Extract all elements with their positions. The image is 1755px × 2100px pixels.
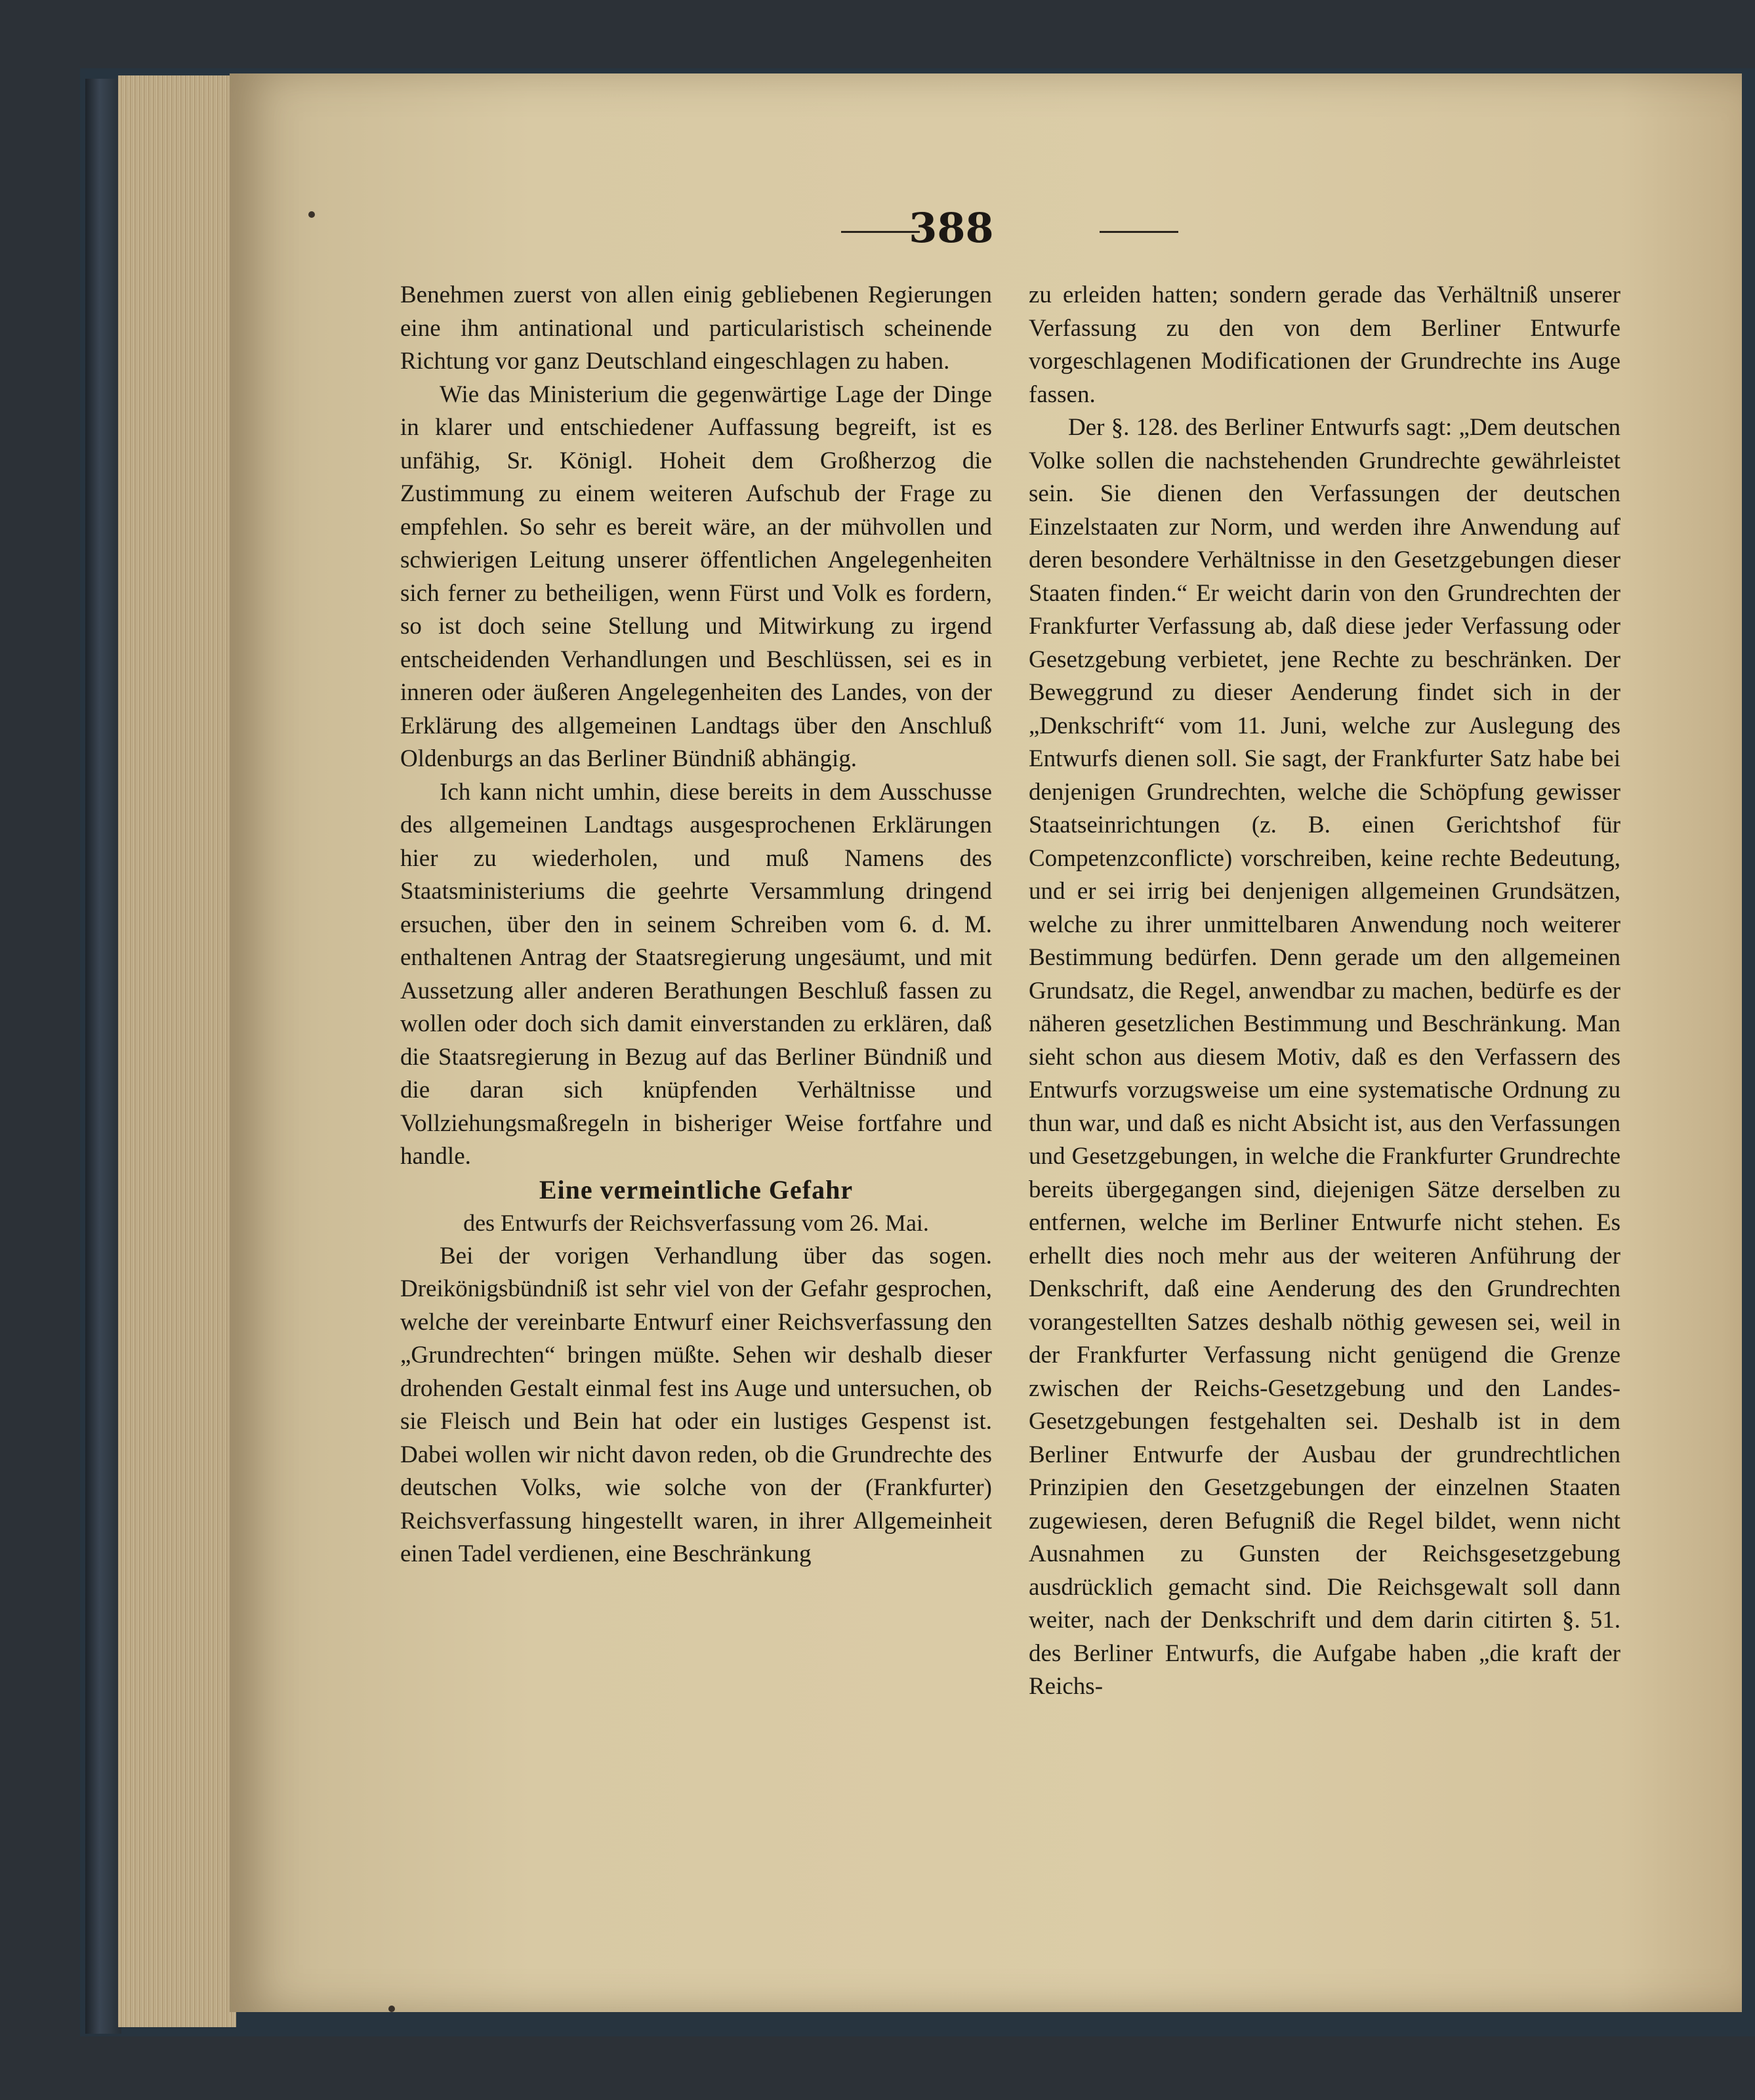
page-edges (118, 75, 236, 2027)
page-number: 388 (909, 204, 994, 252)
left-paragraph: Benehmen zuerst von allen einig gebliebenen Regierungen eine ihm antinational und particularistisch scheinende Richtung vor ganz Deutschland eingeschlagen zu haben. (400, 281, 992, 375)
section-subheading: des Entwurfs der Reichsverfassung vom 26. Mai. (463, 1210, 929, 1236)
page-speck (388, 2006, 395, 2012)
left-paragraph: Wie das Ministerium die gegenwärtige Lage der Dinge in klarer und entschiedener Auffassung begreift, ist es unfähig, Sr. Königl. Hoheit dem Großherzog die Zustimmung zu einem weiteren Aufschub der Frage zu empfehlen. So sehr es bereit wäre, an der mühvollen und schwierigen Leitung unserer öffentlichen Angelegenheiten sich ferner zu betheiligen, wenn Fürst und Volk es fordern, so ist doch seine Stellung und Mitwirkung zu irgend entscheidenden Verhandlungen und Beschlüssen, sei es in inneren oder äußeren Angelegenheiten des Landes, von der Erklärung des allgemeinen Landtags über den Anschluß Oldenburgs an das Berliner Bündniß abhängig. (400, 381, 992, 772)
right-column (1029, 279, 1621, 1704)
right-paragraph: Der §. 128. des Berliner Entwurfs sagt: „Dem deutschen Volke sollen die nachstehenden Grundrechte gewährleistet sein. Sie dienen den Verfassungen der deutschen Einzelstaaten zur Norm, und werden ihre Anwendung auf deren besondere Verhältnisse in den Gesetzgebungen dieser Staaten finden.“ Er weicht darin von den Grundrechten der Frankfurter Verfassung ab, daß diese jeder Verfassung oder Gesetzgebung verbietet, jene Rechte zu beschränken. Der Beweggrund zu dieser Aenderung findet sich in der „Denkschrift“ vom 11. Juni, welche zur Auslegung des Entwurfs dienen soll. Sie sagt, der Frankfurter Satz habe bei denjenigen Grundrechten, welche die Schöpfung gewisser Staatseinrichtungen (z. B. einen Gerichtshof für Competenzconflicte) vorschreiben, keine rechte Bedeutung, und er sei irrig bei denjenigen allgemeinen Grundsätzen, welche zu ihrer unmittelbaren Anwendung noch weiterer Bestimmung bedürfen. Denn gerade um den allgemeinen Grundsatz, die Regel, anwendbar zu machen, bedürfe es der näheren gesetzlichen Bestimmung und Beschränkung. Man sieht schon aus diesem Motiv, daß es den Verfassern des Entwurfs vorzugsweise um eine systematische Ordnung zu thun war, und daß es nicht Absicht ist, aus den Verfassungen und Gesetzgebungen, in welche die Frankfurter Grundrechte bereits übergegangen sind, diejenigen Sätze derselben zu entfernen, welche im Berliner Entwurfe nicht stehen. Es erhellt dies noch mehr aus der weiteren Anführung der Denkschrift, daß eine Aenderung des den Grundrechten vorangestellten Satzes deshalb nöthig gewesen sei, weil in der Frankfurter Verfassung nicht genügend die Grenze zwischen der Reichs-Gesetzgebung und den Landes-Gesetzgebungen festgehalten sei. Deshalb ist in dem Berliner Entwurfe der Ausbau der grundrechtlichen Prinzipien den Gesetzgebungen der einzelnen Staaten zugewiesen, deren Befugniß die Regel bildet, wenn nicht Ausnahmen zu Gunsten der Reichsgesetzgebung ausdrücklich gemacht sind. Die Reichsgewalt soll dann weiter, nach der Denkschrift und dem darin citirten §. 51. des Berliner Entwurfs, die Aufgabe haben „die kraft der Reichs- (1029, 414, 1621, 1700)
header-rule-right (1100, 231, 1178, 233)
left-paragraph: Ich kann nicht umhin, diese bereits in dem Ausschusse des allgemeinen Landtags ausgesprochenen Erklärungen hier zu wiederholen, und muß Namens des Staatsministeriums die geehrte Versammlung dringend ersuchen, über den in seinem Schreiben vom 6. d. M. enthaltenen Antrag der Staatsregierung ungesäumt, und mit Aussetzung aller anderen Berathungen Beschluß fassen zu wollen oder doch sich damit einverstanden zu erklären, daß die Staatsregierung in Bezug auf das Berliner Bündniß und die daran sich knüpfenden Verhältnisse und Vollziehungsmaßregeln in bisheriger Weise fortfahre und handle. (400, 778, 992, 1170)
left-paragraph: Bei der vorigen Verhandlung über das sogen. Dreikönigsbündniß ist sehr viel von der Gefahr gesprochen, welche der vereinbarte Entwurf einer Reichsverfassung den „Grundrechten“ bringen müßte. Sehen wir deshalb dieser drohenden Gestalt einmal fest ins Auge und untersuchen, ob sie Fleisch und Bein hat oder ein lustiges Gespenst ist. Dabei wollen wir nicht davon reden, ob die Grundrechte des deutschen Volks, wie solche von der (Frankfurter) Reichsverfassung hingestellt waren, in ihrer Allgemeinheit einen Tadel verdienen, eine Beschränkung (400, 1242, 992, 1567)
page-speck (308, 211, 315, 218)
section-heading: Eine vermeintliche Gefahr (539, 1174, 854, 1204)
right-paragraph: zu erleiden hatten; sondern gerade das Verhältniß unserer Verfassung zu den von dem Berliner Entwurfe vorgeschlagenen Modificationen der Grundrechte ins Auge fassen. (1029, 281, 1621, 408)
book-spine (85, 79, 121, 2034)
left-column (400, 279, 992, 1571)
